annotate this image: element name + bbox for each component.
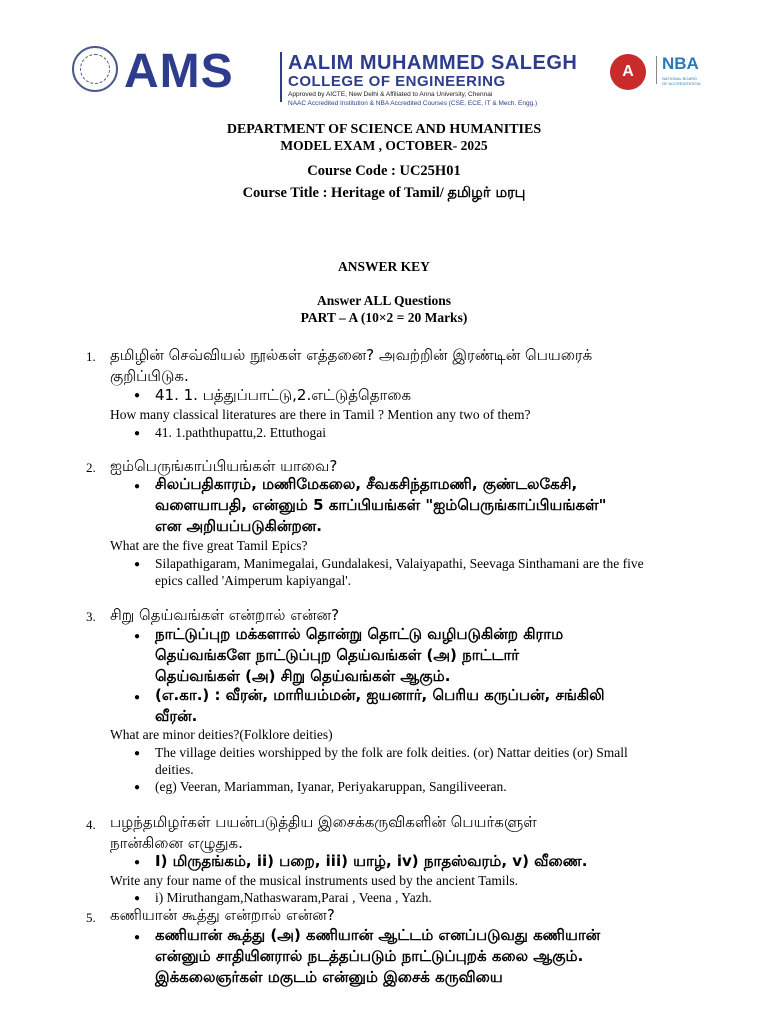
college-subtitle: COLLEGE OF ENGINEERING [288,73,506,90]
answer-tamil-example: (எ.கா.) : வீரன், மாரியம்மன், ஐயனார், பெரிய கருப்பன், சங்கிலி [155,686,605,704]
question-english: How many classical literatures are there in Tamil ? Mention any two of them? [110,407,531,422]
bullet-icon: ● [134,481,141,492]
question-number: 5. [86,910,96,925]
naac-logo: A [610,54,646,90]
question-english: What are minor deities?(Folklore deities) [110,727,333,742]
question-number: 3. [86,609,96,624]
answer-tamil-example: வீரன். [155,707,198,725]
question-number: 1. [86,349,96,364]
answer-tamil-line: இக்கலைஞர்கள் மகுடம் என்னும் இசைக் கருவியை [155,968,503,986]
bullet-icon: ● [134,390,141,401]
course-title [0,185,768,203]
bullet-icon: ● [134,631,141,642]
answer-tamil-line: தெய்வங்கள் (அ) சிறு தெய்வங்கள் ஆகும். [155,667,451,685]
answer-all-instruction: Answer ALL Questions [316,293,452,308]
bullet-icon: ● [134,692,141,703]
question-tamil-line: ஐம்பெருங்காப்பியங்கள் யாவை? [110,457,338,475]
logo-separator [656,56,657,84]
bullet-icon: ● [134,559,141,570]
question-tamil-line: குறிப்பிடுக. [110,367,189,385]
question-tamil-line: சிறு தெய்வங்கள் என்றால் என்ன? [110,606,340,624]
college-header [70,40,720,115]
nba-subtitle: NATIONAL BOARD OF ACCREDITATION [662,76,701,86]
question-number: 4. [86,817,96,832]
answer-tamil-line: என்னும் சாதியினரால் நடத்தப்படும் நாட்டுப்புறக் கலை ஆகும். [155,947,584,965]
bullet-icon: ● [134,893,141,904]
header-divider [280,52,282,102]
answer-english-example: (eg) Veeran, Mariamman, Iyanar, Periyakaruppan, Sangiliveeran. [155,779,507,794]
answer-english-line: Silapathigaram, Manimegalai, Gundalakesi, Valaiyapathi, Seevaga Sinthamani are the five [155,556,644,571]
question-english: What are the five great Tamil Epics? [110,538,308,553]
course-title-tamil: தமிழர் மரபு [447,185,526,201]
answer-tamil: 41. 1. பத்துப்பாட்டு,2.எட்டுத்தொகை [155,386,412,404]
bullet-icon: ● [134,428,141,439]
question-tamil-line: நான்கினை எழுதுக. [110,834,243,852]
question-tamil-line: பழந்தமிழர்கள் பயன்படுத்திய இசைக்கருவிகளின் பெயர்களுள் [110,813,537,831]
college-name: AALIM MUHAMMED SALEGH [288,52,578,74]
answer-tamil-line: தெய்வங்களே நாட்டுப்புற தெய்வங்கள் (அ) நாட்டார் [155,646,520,664]
college-accreditation: NAAC Accredited Institution & NBA Accredited Courses (CSE, ECE, IT & Mech. Engg.) [288,100,538,107]
course-title-english: Course Title : Heritage of Tamil/ [242,185,444,201]
answer-key-heading: ANSWER KEY [338,259,430,274]
answer-tamil-line: கணியான் கூத்து (அ) கணியான் ஆட்டம் எனப்படுவது கணியான் [155,926,601,944]
bullet-icon: ● [134,748,141,759]
answer-english: 41. 1.paththupattu,2. Ettuthogai [155,425,326,440]
answer-tamil-line: சிலப்பதிகாரம், மணிமேகலை, சீவகசிந்தாமணி, குண்டலகேசி, [155,475,578,493]
bullet-icon: ● [134,932,141,943]
answer-tamil-line: வளையாபதி, என்னும் 5 காப்பியங்கள் "ஐம்பெருங்காப்பியங்கள்" [155,496,607,514]
answer-english-line: epics called 'Aimperum kapiyangal'. [155,573,352,588]
nba-logo: NBA [662,54,699,73]
answer-tamil-line: நாட்டுப்புற மக்களால் தொன்று தொட்டு வழிபடுகின்ற கிராம [155,625,564,643]
bullet-icon: ● [134,857,141,868]
bullet-icon: ● [134,782,141,793]
answer-english-line: deities. [155,762,194,777]
part-a-heading: PART – A (10×2 = 20 Marks) [300,310,468,325]
answer-tamil: I) மிருதங்கம், ii) பறை, iii) யாழ், iv) நாதஸ்வரம், v) வீணை. [155,852,588,870]
ams-logo: AMS [124,45,234,98]
answer-tamil-line: என அறியப்படுகின்றன. [155,517,322,535]
answer-english: i) Miruthangam,Nathaswaram,Parai , Veena , Yazh. [155,890,432,905]
question-tamil-line: கணியான் கூத்து என்றால் என்ன? [110,906,335,924]
question-tamil-line: தமிழின் செவ்வியல் நூல்கள் எத்தனை? அவற்றின் இரண்டின் பெயரைக் [110,346,593,364]
exam-title: MODEL EXAM , OCTOBER- 2025 [280,138,488,153]
question-english: Write any four name of the musical instruments used by the ancient Tamils. [110,873,519,888]
course-code: Course Code : UC25H01 [307,163,461,179]
college-affiliation: Approved by AICTE, New Delhi & Affiliated to Anna University, Chennai [288,91,493,98]
department-title: DEPARTMENT OF SCIENCE AND HUMANITIES [226,122,542,137]
college-seal-logo [72,46,118,92]
answer-english-line: The village deities worshipped by the folk are folk deities. (or) Nattar deities (or) Small [155,745,628,760]
question-number: 2. [86,460,96,475]
